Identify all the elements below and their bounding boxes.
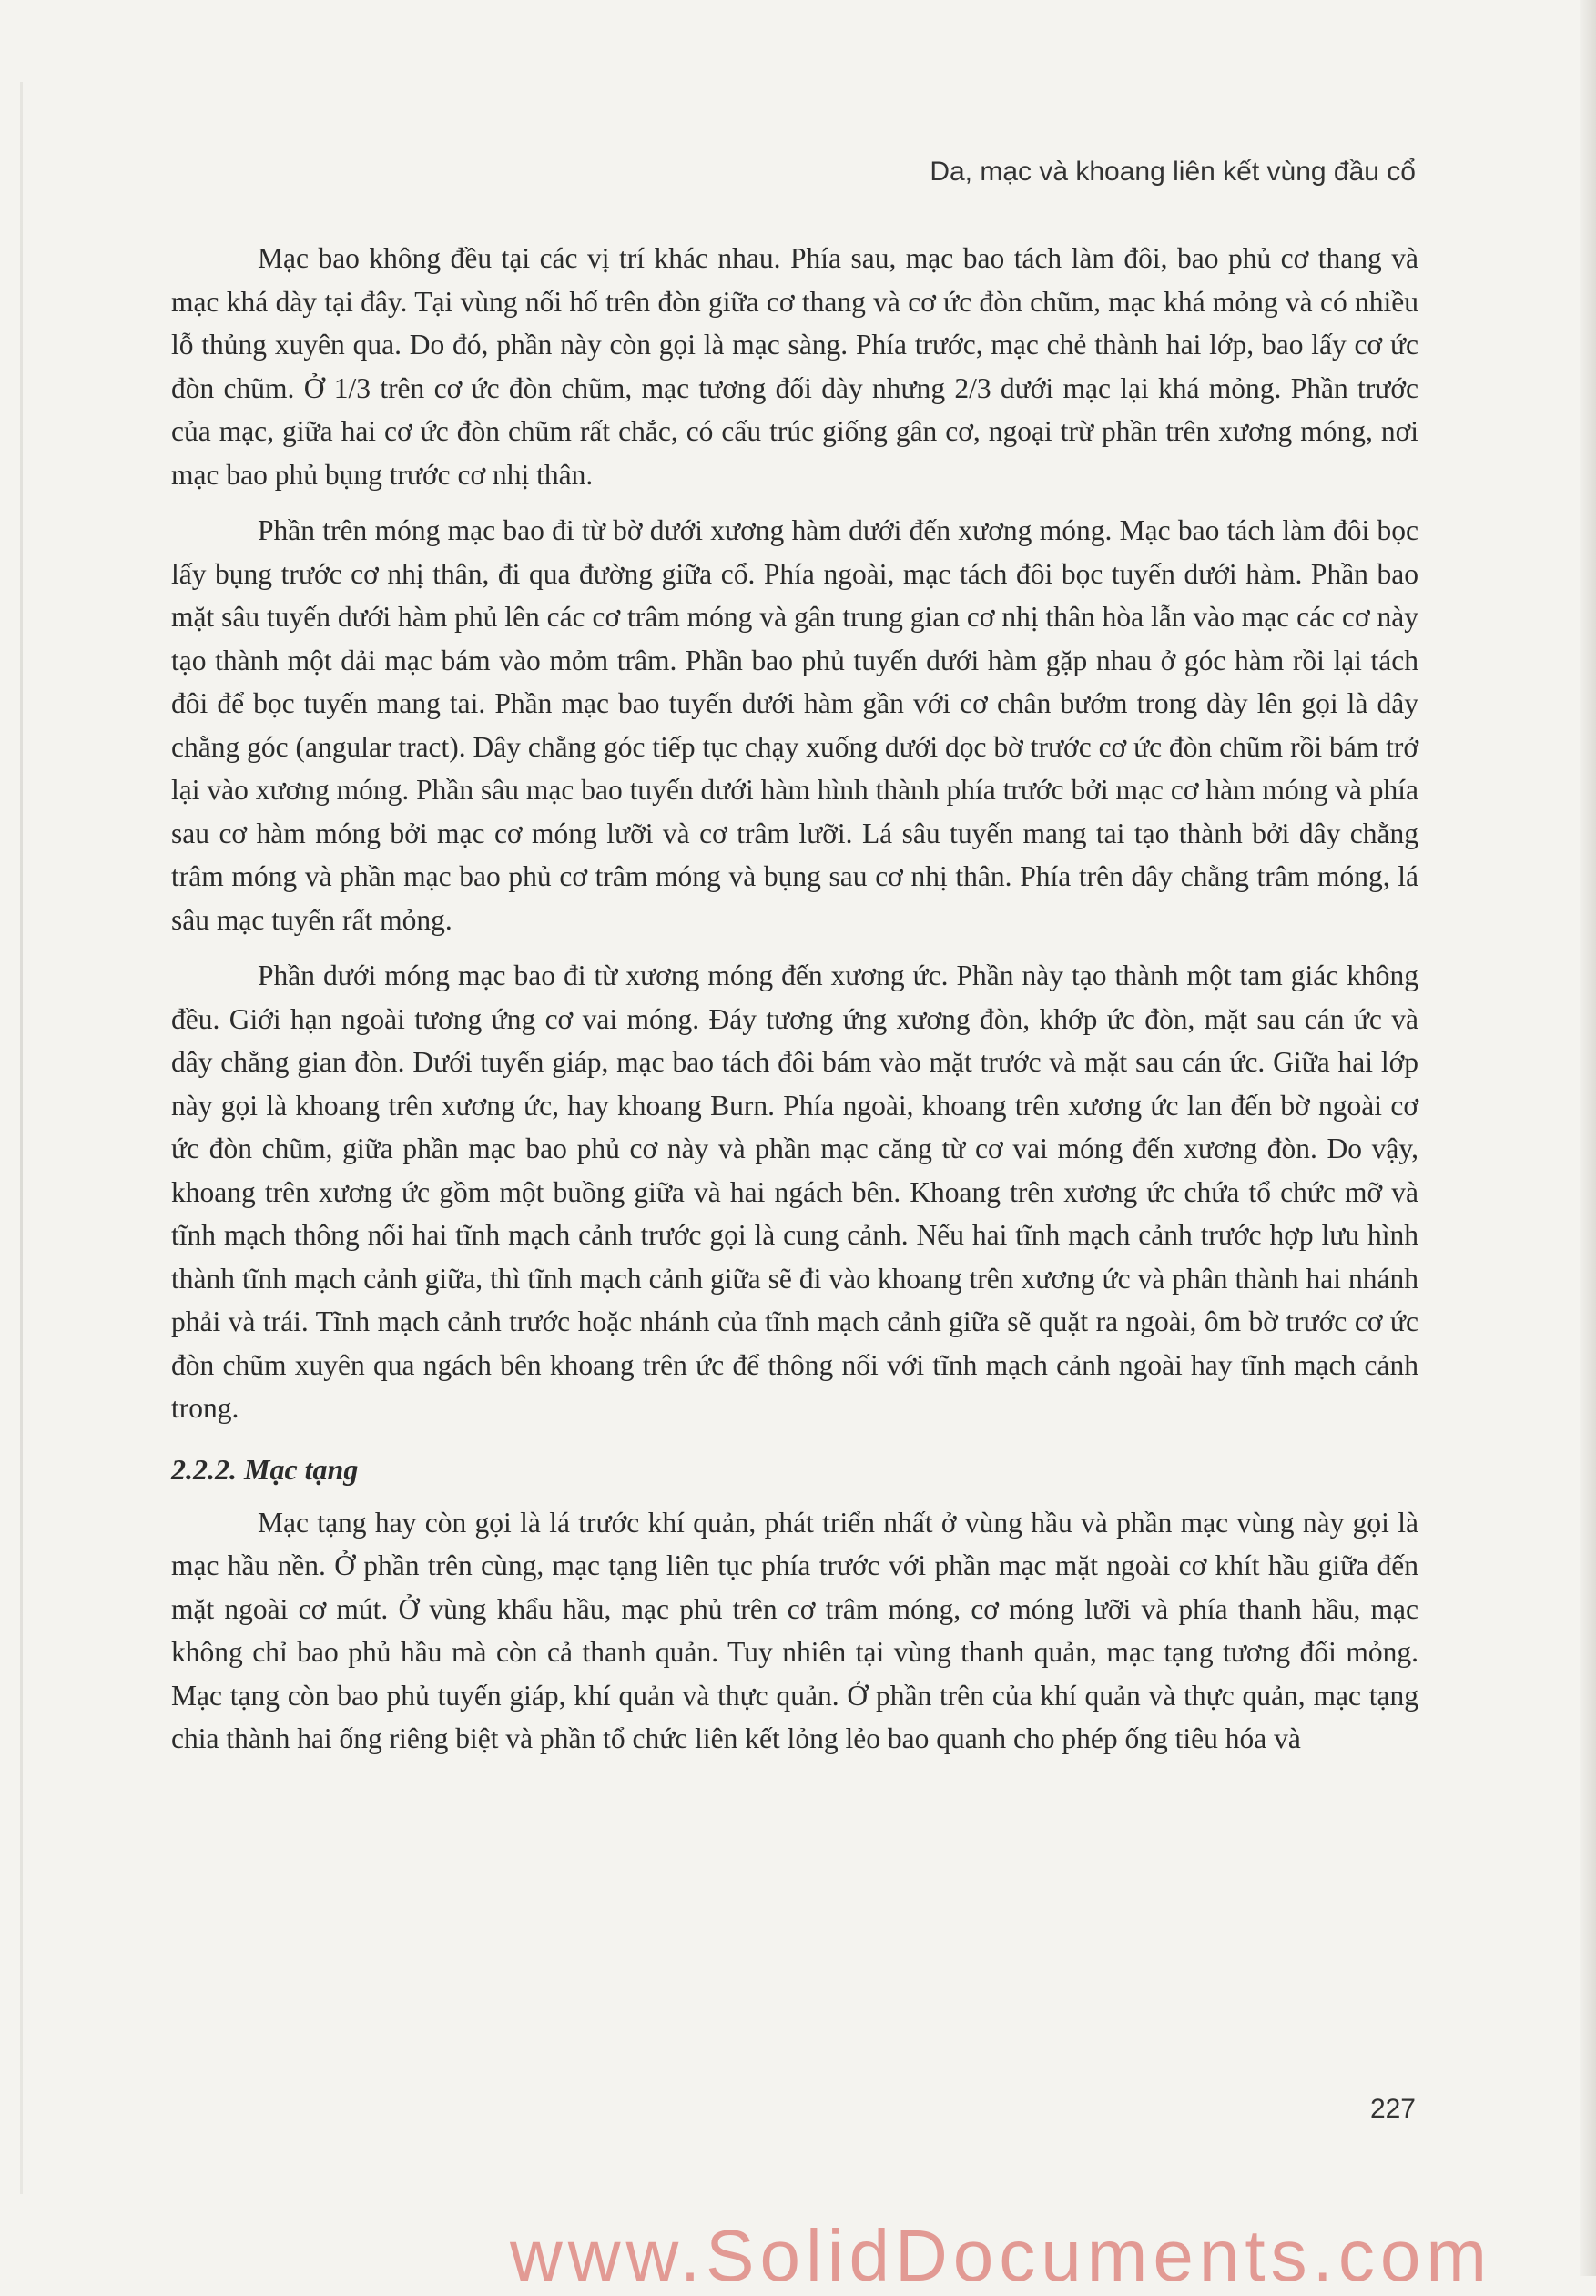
page-number: 227 xyxy=(1369,2094,1416,2124)
paragraph-4: Mạc tạng hay còn gọi là lá trước khí quản, phát triển nhất ở vùng hầu và phần mạc vùng này gọi là mạc hầu nền. Ở phần trên cùng, mạc tạng liên tục phía trước với phần mạc mặt ngoài cơ khít hầu giữa đến mặt ngoài cơ mút. Ở vùng khẩu hầu, mạc phủ trên cơ trâm móng, cơ móng lưỡi và phía thanh hầu, mạc không chỉ bao phủ hầu mà còn cả thanh quản. Tuy nhiên tại vùng thanh quản, mạc tạng tương đối mỏng. Mạc tạng còn bao phủ tuyến giáp, khí quản và thực quản. Ở phần trên của khí quản và thực quản, mạc tạng chia thành hai ống riêng biệt và phần tổ chức liên kết lỏng lẻo bao quanh cho phép ống tiêu hóa và xyxy=(171,1506,1418,1754)
scan-edge-right xyxy=(1580,0,1596,2276)
scan-edge-left xyxy=(20,82,23,2194)
paragraph-3: Phần dưới móng mạc bao đi từ xương móng đến xương ức. Phần này tạo thành một tam giác không đều. Giới hạn ngoài tương ứng cơ vai móng. Đáy tương ứng xương đòn, khớp ức đòn, mặt sau cán ức và dây chằng gian đòn. Dưới tuyến giáp, mạc bao tách đôi bám vào mặt trước và mặt sau cán ức. Giữa hai lớp này gọi là khoang trên xương ức, hay khoang Burn. Phía ngoài, khoang trên xương ức lan đến bờ ngoài cơ ức đòn chũm, giữa phần mạc bao phủ cơ này và phần mạc căng từ cơ vai móng đến xương đòn. Do vậy, khoang trên xương ức gồm một buồng giữa và hai ngách bên. Khoang trên xương ức chứa tổ chức mỡ và tĩnh mạch thông nối hai tĩnh mạch cảnh trước gọi là cung cảnh. Nếu hai tĩnh mạch cảnh trước hợp lưu hình thành tĩnh mạch cảnh giữa, thì tĩnh mạch cảnh giữa sẽ đi vào khoang trên xương ức và phân thành hai nhánh phải và trái. Tĩnh mạch cảnh trước hoặc nhánh của tĩnh mạch cảnh giữa sẽ quặt ra ngoài, ôm bờ trước cơ ức đòn chũm xuyên qua ngách bên khoang trên ức để thông nối với tĩnh mạch cảnh ngoài hay tĩnh mạch cảnh trong. xyxy=(171,960,1418,1424)
page-body xyxy=(171,237,1418,1773)
watermark: www.SolidDocuments.com xyxy=(510,2215,1492,2296)
section-heading: 2.2.2. Mạc tạng xyxy=(171,1452,359,1486)
running-header: Da, mạc và khoang liên kết vùng đầu cổ xyxy=(930,157,1416,187)
paragraph-2: Phần trên móng mạc bao đi từ bờ dưới xương hàm dưới đến xương móng. Mạc bao tách làm đôi bọc lấy bụng trước cơ nhị thân, đi qua đường giữa cổ. Phía ngoài, mạc tách đôi bọc tuyến dưới hàm. Phần bao mặt sâu tuyến dưới hàm phủ lên các cơ trâm móng và gân trung gian cơ nhị thân hòa lẫn vào mạc các cơ này tạo thành một dải mạc bám vào mỏm trâm. Phần bao phủ tuyến dưới hàm gặp nhau ở góc hàm rồi lại tách đôi để bọc tuyến mang tai. Phần mạc bao tuyến dưới hàm gần với cơ chân bướm trong dày lên gọi là dây chằng góc (angular tract). Dây chằng góc tiếp tục chạy xuống dưới dọc bờ trước cơ ức đòn chũm rồi bám trở lại vào xương móng. Phần sâu mạc bao tuyến dưới hàm hình thành phía trước bởi mạc cơ hàm móng và phía sau cơ hàm móng bởi mạc cơ móng lưỡi và cơ trâm lưỡi. Lá sâu tuyến mang tai tạo thành bởi dây chằng trâm móng và phần mạc bao phủ cơ trâm móng và bụng sau cơ nhị thân. Phía trên dây chằng trâm móng, lá sâu mạc tuyến rất mỏng. xyxy=(171,514,1418,936)
paragraph-1: Mạc bao không đều tại các vị trí khác nhau. Phía sau, mạc bao tách làm đôi, bao phủ cơ thang và mạc khá dày tại đây. Tại vùng nối hố trên đòn giữa cơ thang và cơ ức đòn chũm, mạc khá mỏng và có nhiều lỗ thủng xuyên qua. Do đó, phần này còn gọi là mạc sàng. Phía trước, mạc chẻ thành hai lớp, bao lấy cơ ức đòn chũm. Ở 1/3 trên cơ ức đòn chũm, mạc tương đối dày nhưng 2/3 dưới mạc lại khá mỏng. Phần trước của mạc, giữa hai cơ ức đòn chũm rất chắc, có cấu trúc giống gân cơ, ngoại trừ phần trên xương móng, nơi mạc bao phủ bụng trước cơ nhị thân. xyxy=(171,242,1418,491)
